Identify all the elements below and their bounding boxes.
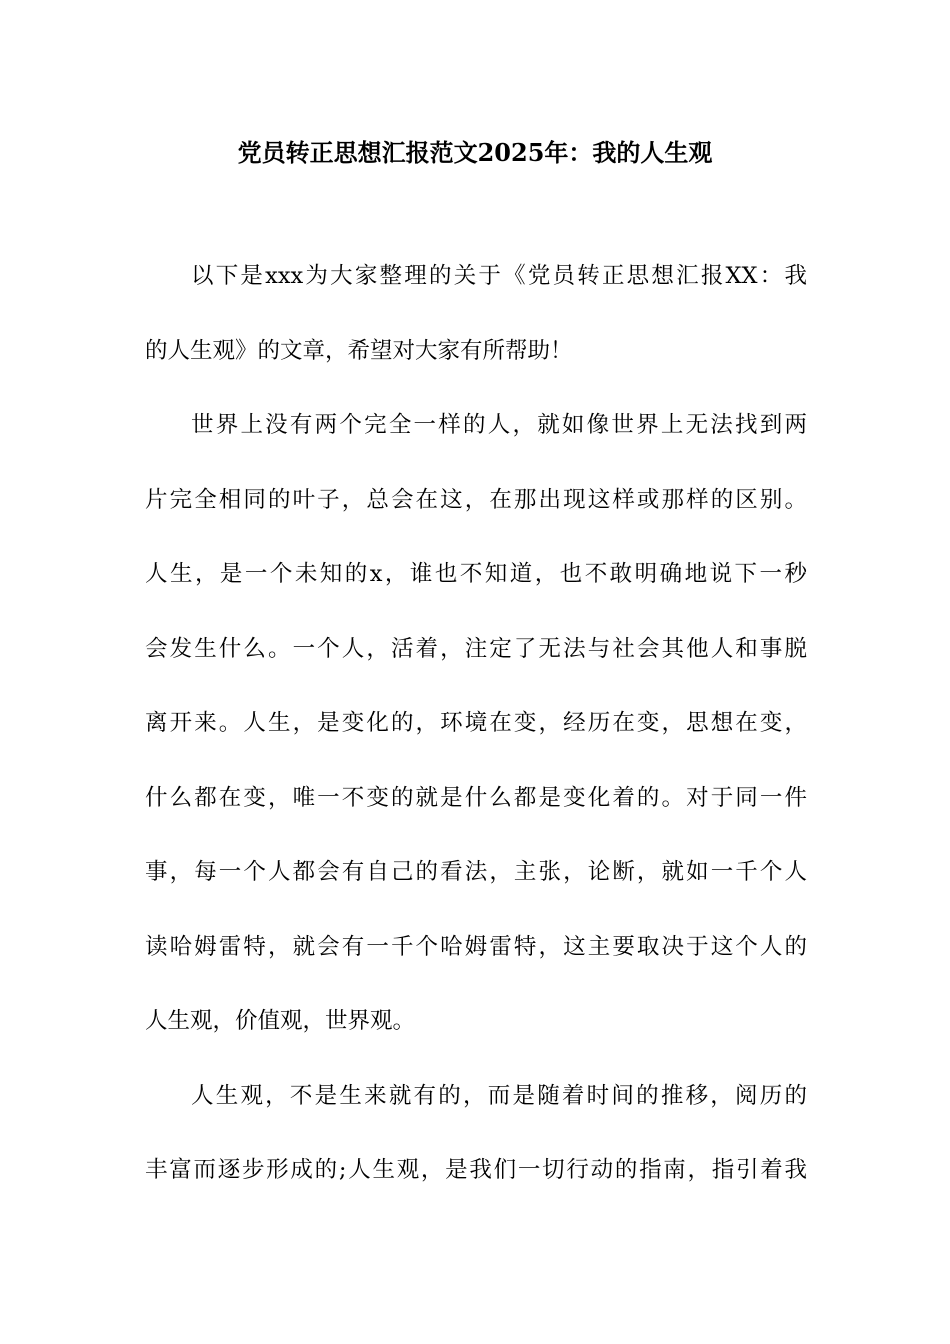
- paragraph-line: 人生观，不是生来就有的，而是随着时间的推移，阅历的: [191, 1082, 807, 1109]
- paragraph-line: 什么都在变，唯一不变的就是什么都是变化着的。对于同一件: [145, 784, 807, 811]
- paragraph-line: 以下是xxx为大家整理的关于《党员转正思想汇报XX：我: [191, 263, 807, 289]
- paragraph-line: 的人生观》的文章，希望对大家有所帮助！: [145, 337, 573, 364]
- document-title: 党员转正思想汇报范文2025年：我的人生观: [237, 138, 713, 167]
- paragraph-line: 丰富而逐步形成的;人生观，是我们一切行动的指南，指引着我: [145, 1157, 807, 1183]
- paragraph-line: 人生，是一个未知的x，谁也不知道，也不敢明确地说下一秒: [145, 561, 807, 587]
- paragraph-line: 人生观，价值观，世界观。: [145, 1008, 416, 1034]
- paragraph-line: 世界上没有两个完全一样的人，就如像世界上无法找到两: [191, 412, 807, 438]
- paragraph-line: 片完全相同的叶子，总会在这，在那出现这样或那样的区别。: [145, 486, 807, 513]
- paragraph-line: 事，每一个人都会有自己的看法，主张，论断，就如一千个人: [145, 859, 807, 885]
- paragraph-line: 会发生什么。一个人，活着，注定了无法与社会其他人和事脱: [145, 635, 807, 662]
- paragraph-line: 读哈姆雷特，就会有一千个哈姆雷特，这主要取决于这个人的: [145, 933, 807, 960]
- paragraph-line: 离开来。人生，是变化的，环境在变，经历在变，思想在变，: [145, 710, 807, 736]
- document-body: [145, 239, 807, 1208]
